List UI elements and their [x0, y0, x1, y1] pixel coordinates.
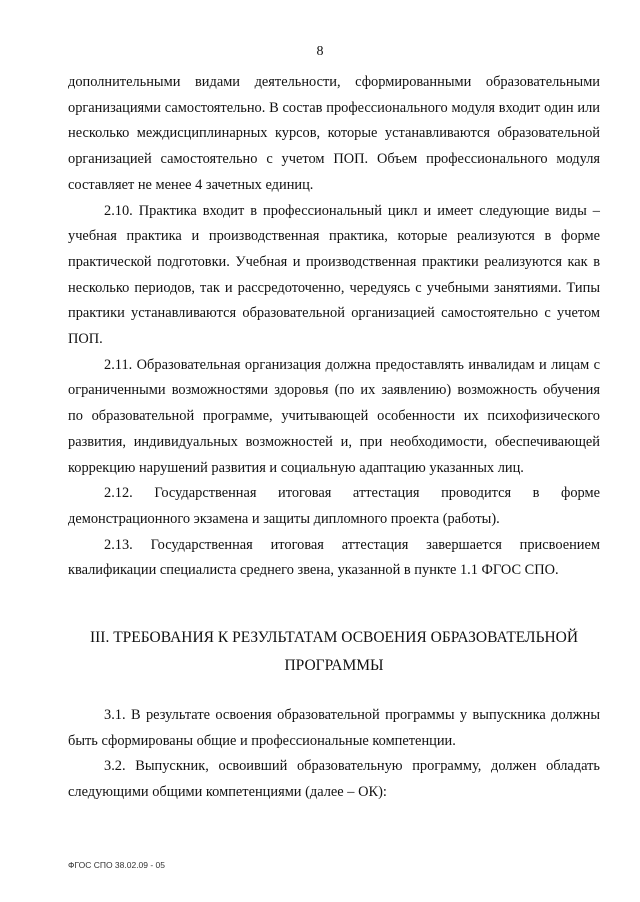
- paragraph-2-13: 2.13. Государственная итоговая аттестация завершается присвоением квалификации специалиста среднего звена, указанной в пункте 1.1 ФГОС СПО.: [68, 536, 600, 579]
- section-heading-line-1: III. ТРЕБОВАНИЯ К РЕЗУЛЬТАТАМ ОСВОЕНИЯ ОБРАЗОВАТЕЛЬНОЙ: [89, 629, 579, 646]
- paragraph-3-2: 3.2. Выпускник, освоивший образовательную программу, должен обладать следующими общими компетенциями (далее – ОК):: [68, 758, 600, 801]
- paragraph-2-10: 2.10. Практика входит в профессиональный цикл и имеет следующие виды – учебная практика и производственная практика, которые реализуются в форме практической подготовки. Учебная и производственная практики реализуются как в несколько периодов, так и рассредоточенно, чередуясь с учебными занятиями. Типы практики устанавливаются образовательной организацией самостоятельно с учетом ПОП.: [68, 202, 600, 348]
- paragraph-3-1: 3.1. В результате освоения образовательной программы у выпускника должны быть сформированы общие и профессиональные компетенции.: [68, 707, 600, 749]
- page-number: 8: [316, 44, 324, 59]
- section-heading: [68, 624, 600, 680]
- paragraph-continuation: дополнительными видами деятельности, сформированными образовательными организациями самостоятельно. В состав профессионального модуля входит один или несколько междисциплинарных курсов, которые устанавливаются образовательной организацией самостоятельно с учетом ПОП. Объем профессионального модуля составляет не менее 4 зачетных единиц.: [68, 74, 600, 193]
- section-heading-line-2: ПРОГРАММЫ: [284, 657, 384, 674]
- document-footer-code: ФГОС СПО 38.02.09 - 05: [68, 860, 166, 870]
- body-text-bottom: [68, 703, 600, 806]
- paragraph-2-12: 2.12. Государственная итоговая аттестация проводится в форме демонстрационного экзамена и защиты дипломного проекта (работы).: [68, 485, 600, 527]
- paragraph-2-11: 2.11. Образовательная организация должна предоставлять инвалидам и лицам с ограниченными возможностями здоровья (по их заявлению) возможность обучения по образовательной программе, учитывающей особенности их психофизического развития, индивидуальных возможностей и, при необходимости, обеспечивающей коррекцию нарушений развития и социальную адаптацию указанных лиц.: [68, 356, 600, 476]
- body-text-top: [68, 70, 600, 584]
